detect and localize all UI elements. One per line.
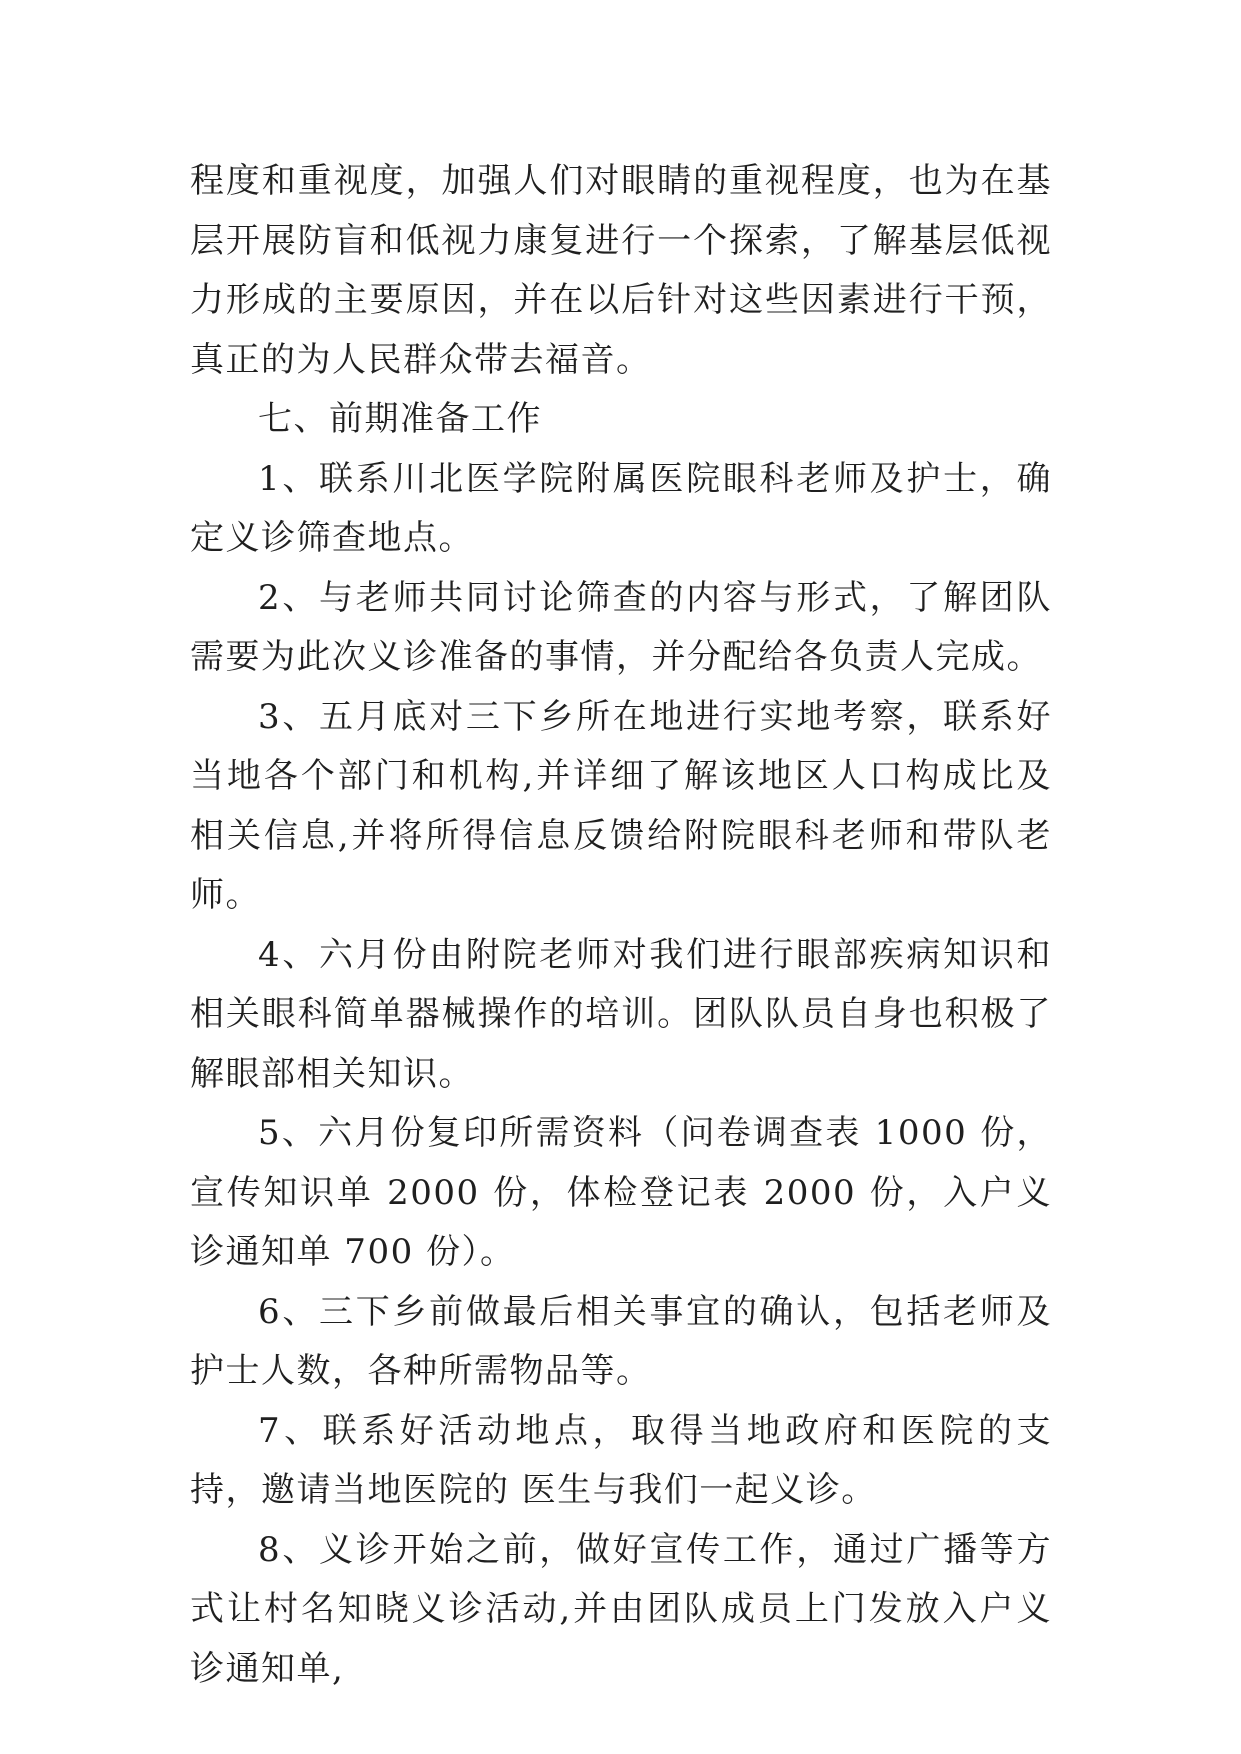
list-item-3: 3、五月底对三下乡所在地进行实地考察，联系好当地各个部门和机构,并详细了解该地区人口构成比及相关信息,并将所得信息反馈给附院眼科老师和带队老师。 [190, 696, 1052, 915]
document-body [190, 152, 1052, 1699]
list-item-4: 4、六月份由附院老师对我们进行眼部疾病知识和相关眼科简单器械操作的培训。团队队员自身也积极了解眼部相关知识。 [190, 934, 1052, 1094]
section-heading: 七、前期准备工作 [258, 399, 542, 439]
list-item-7: 7、联系好活动地点，取得当地政府和医院的支持，邀请当地医院的 医生与我们一起义诊。 [190, 1410, 1052, 1510]
list-item-8: 8、义诊开始之前，做好宣传工作，通过广播等方式让村名知晓义诊活动,并由团队成员上门发放入户义诊通知单, [190, 1529, 1052, 1689]
list-item-5: 5、六月份复印所需资料（问卷调查表 1000 份，宣传知识单 2000 份，体检登记表 2000 份，入户义诊通知单 700 份）。 [190, 1113, 1052, 1272]
list-item-6: 6、三下乡前做最后相关事宜的确认，包括老师及护士人数，各种所需物品等。 [190, 1291, 1052, 1391]
list-item-2: 2、与老师共同讨论筛查的内容与形式，了解团队需要为此次义诊准备的事情，并分配给各负责人完成。 [190, 577, 1052, 677]
list-item-1: 1、联系川北医学院附属医院眼科老师及护士，确定义诊筛查地点。 [190, 458, 1052, 558]
paragraph-continuation: 程度和重视度，加强人们对眼睛的重视程度，也为在基层开展防盲和低视力康复进行一个探索，了解基层低视力形成的主要原因，并在以后针对这些因素进行干预，真正的为人民群众带去福音。 [190, 161, 1052, 380]
